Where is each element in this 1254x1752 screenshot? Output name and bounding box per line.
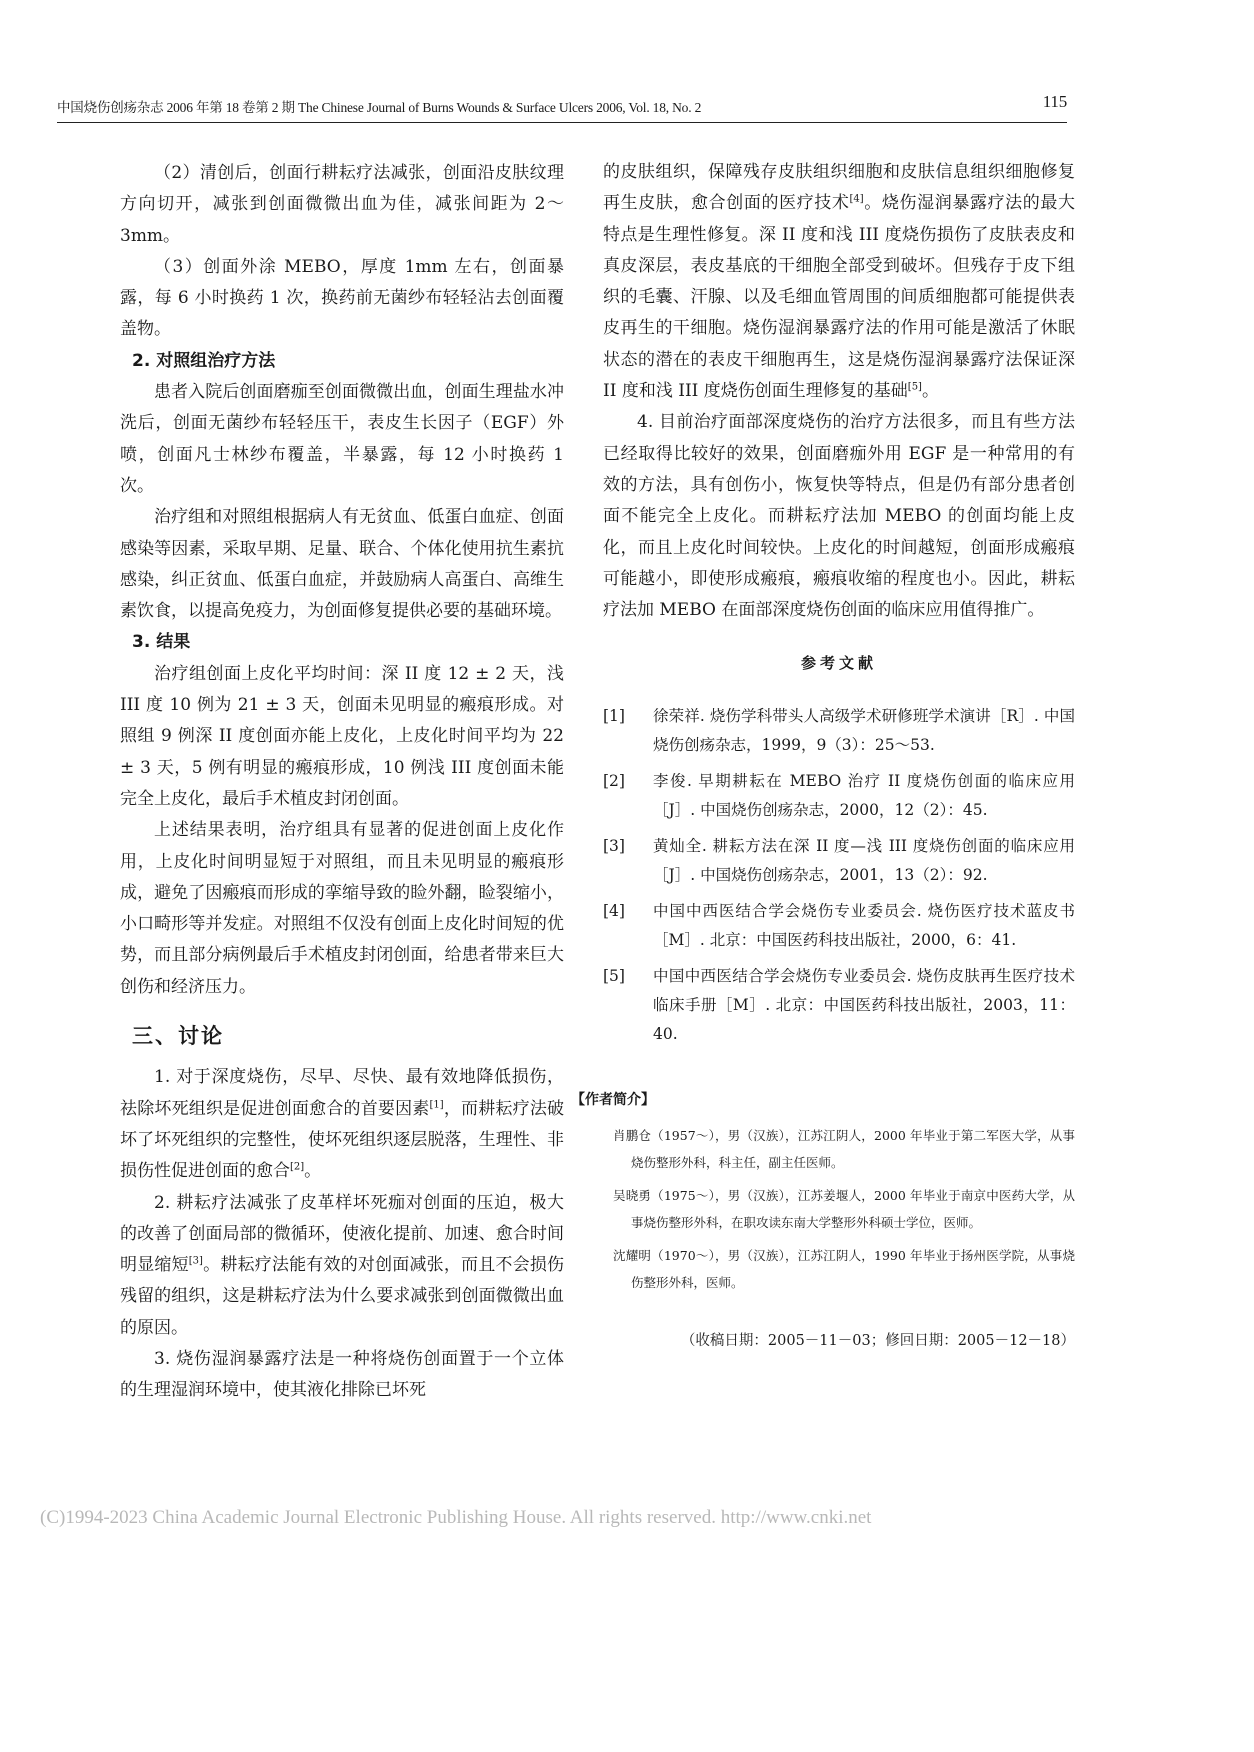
running-header — [57, 92, 1067, 120]
citation-4: [4] — [849, 193, 864, 205]
author-info-title: 【作者简介】 — [571, 1091, 655, 1108]
reference-item — [603, 767, 1075, 825]
paragraph-discussion-1 — [120, 1062, 564, 1187]
page-number: 115 — [1042, 92, 1067, 111]
citation-2: [2] — [290, 1161, 305, 1173]
left-column — [120, 158, 564, 1407]
discussion-1-text: 1. 对于深度烧伤，尽早、尽快、最有效地降低损伤，祛除坏死组织是促进创面愈合的首要因素 — [120, 1067, 564, 1119]
discussion-3-end: 。 — [921, 381, 939, 402]
references-title: 参考文献 — [800, 654, 877, 673]
reference-text: 李俊. 早期耕耘在 MEBO 治疗 II 度烧伤创面的临床应用［J］. 中国烧伤创疡杂志，2000，12（2）：45. — [653, 771, 1075, 819]
heading-results: 3. 结果 — [132, 632, 191, 653]
right-column — [571, 157, 1076, 1357]
discussion-1-end: 。 — [304, 1161, 322, 1182]
paragraph-systemic-treatment: 治疗组和对照组根据病人有无贫血、低蛋白血症、创面感染等因素，采取早期、足量、联合、个体化使用抗生素抗感染，纠正贫血、低蛋白血症，并鼓励病人高蛋白、高维生素饮食，以提高免疫力，为创面修复提供必要的基础环境。 — [120, 507, 564, 622]
paragraph-discussion-2 — [120, 1188, 564, 1344]
received-dates: （收稿日期：2005－11－03；修回日期：2005－12－18） — [680, 1333, 1075, 1350]
journal-running-title: 中国烧伤创疡杂志 2006 年第 18 卷第 2 期 The Chinese Journal of Burns Wounds & Surface Ulcers 2006, Vol. 18, No. 2 — [57, 100, 702, 115]
paragraph-results-summary: 上述结果表明，治疗组具有显著的促进创面上皮化作用，上皮化时间明显短于对照组，而且未见明显的瘢痕形成，避免了因瘢痕而形成的挛缩导致的睑外翻，睑裂缩小，小口畸形等并发症。对照组不仅没有创面上皮化时间短的优势，而且部分病例最后手术植皮封闭创面，给患者带来巨大创伤和经济压力。 — [120, 820, 564, 997]
reference-item — [603, 832, 1075, 890]
discussion-1-text-cont: ，而耕耘疗法破坏了坏死组织的完整性，使坏死组织逐层脱落，生理性、非损伤性促进创面的愈合 — [120, 1098, 565, 1182]
paragraph-control-method: 患者入院后创面磨痂至创面微微出血，创面生理盐水冲洗后，创面无菌纱布轻轻压干，表皮生长因子（EGF）外喷，创面凡士林纱布覆盖，半暴露，每 12 小时换药 1 次。 — [120, 382, 564, 496]
reference-number: [5] — [603, 966, 625, 985]
discussion-3-text: 的皮肤组织，保障残存皮肤组织细胞和皮肤信息组织细胞修复再生皮肤，愈合创面的医疗技术 — [603, 162, 1075, 214]
reference-number: [2] — [603, 771, 625, 790]
citation-1: [1] — [429, 1098, 444, 1110]
paragraph-debridement: （2）清创后，创面行耕耘疗法减张，创面沿皮肤纹理方向切开，减张到创面微微出血为佳，减张间距为 2～3mm。 — [120, 163, 564, 246]
reference-text: 黄灿全. 耕耘方法在深 II 度—浅 III 度烧伤创面的临床应用［J］. 中国烧伤创疡杂志，2001，13（2）：92. — [653, 836, 1075, 884]
heading-discussion: 三、讨论 — [132, 1024, 224, 1049]
discussion-2-text: 2. 耕耘疗法减张了皮革样坏死痂对创面的压迫，极大的改善了创面局部的微循环，使液化提前、加速、愈合时间明显缩短 — [120, 1192, 564, 1276]
reference-list — [603, 702, 1075, 1049]
reference-number: [4] — [603, 901, 625, 920]
reference-number: [1] — [603, 706, 625, 725]
discussion-3-text-cont: 。烧伤湿润暴露疗法的最大特点是生理性修复。深 II 度和浅 III 度烧伤损伤了皮肤表皮和真皮深层，表皮基底的干细胞全部受到破坏。但残存于皮下组织的毛囊、汗腺、以及毛细血管周围的间质细胞都可能提供表皮再生的干细胞。烧伤湿润暴露疗法的作用可能是激活了休眠状态的潜在的表皮干细胞再生，这是烧伤湿润暴露疗法保证深 II 度和浅 III 度烧伤创面生理修复的基础 — [603, 193, 1076, 402]
copyright-footer: (C)1994-2023 China Academic Journal Electronic Publishing House. All rights reserved. http://www.cnki.net — [40, 1507, 872, 1528]
discussion-2-text-cont: 。耕耘疗法能有效的对创面减张，而且不会损伤残留的组织，这是耕耘疗法为什么要求减张到创面微微出血的原因。 — [120, 1255, 565, 1338]
paragraph-mebo: （3）创面外涂 MEBO，厚度 1mm 左右，创面暴露，每 6 小时换药 1 次，换药前无菌纱布轻轻沾去创面覆盖物。 — [120, 256, 564, 340]
reference-item — [603, 962, 1075, 1049]
reference-text: 中国中西医结合学会烧伤专业委员会. 烧伤皮肤再生医疗技术临床手册［M］. 北京：中国医药科技出版社，2003，11：40. — [653, 966, 1075, 1043]
heading-control-group: 2. 对照组治疗方法 — [132, 350, 276, 371]
paragraph-discussion-3-cont — [603, 157, 1075, 407]
reference-text: 徐荣祥. 烧伤学科带头人高级学术研修班学术演讲［R］. 中国烧伤创疡杂志，1999，9（3）：25～53. — [653, 706, 1075, 754]
reference-item — [603, 897, 1075, 955]
citation-5: [5] — [907, 381, 922, 393]
author-bio: 沈耀明（1970～），男（汉族），江苏江阴人，1990 年毕业于扬州医学院，从事烧伤整形外科，医师。 — [613, 1248, 1075, 1291]
paragraph-discussion-3: 3. 烧伤湿润暴露疗法是一种将烧伤创面置于一个立体的生理湿润环境中，使其液化排除已坏死 — [120, 1348, 564, 1401]
reference-item — [603, 702, 1075, 760]
paragraph-results: 治疗组创面上皮化平均时间：深 II 度 12 ± 2 天，浅 III 度 10 例为 21 ± 3 天，创面未见明显的瘢痕形成。对照组 9 例深 II 度创面亦能上皮化，上皮化时间平均为 22 ± 3 天，5 例有明显的瘢痕形成，10 例浅 III 度创面未能完全上皮化，最后手术植皮封闭创面。 — [120, 663, 564, 809]
reference-text: 中国中西医结合学会烧伤专业委员会. 烧伤医疗技术蓝皮书［M］. 北京：中国医药科技出版社，2000，6：41. — [653, 901, 1075, 949]
header-rule — [57, 122, 1067, 123]
author-bio: 肖鹏仓（1957～），男（汉族），江苏江阴人，2000 年毕业于第二军医大学，从事烧伤整形外科，科主任，副主任医师。 — [613, 1128, 1075, 1171]
paragraph-discussion-4: 4. 目前治疗面部深度烧伤的治疗方法很多，而且有些方法已经取得比较好的效果，创面磨痂外用 EGF 是一种常用的有效的方法，具有创伤小，恢复快等特点，但是仍有部分患者创面不能完全上皮化。而耕耘疗法加 MEBO 的创面均能上皮化，而且上皮化时间较快。上皮化的时间越短，创面形成瘢痕可能越小，即使形成瘢痕，瘢痕收缩的程度也小。因此，耕耘疗法加 MEBO 在面部深度烧伤创面的临床应用值得推广。 — [603, 412, 1075, 621]
reference-number: [3] — [603, 836, 625, 855]
citation-3: [3] — [188, 1255, 203, 1267]
author-bio: 吴晓勇（1975～），男（汉族），江苏姜堰人，2000 年毕业于南京中医药大学，从事烧伤整形外科，在职攻读东南大学整形外科硕士学位，医师。 — [613, 1188, 1075, 1231]
